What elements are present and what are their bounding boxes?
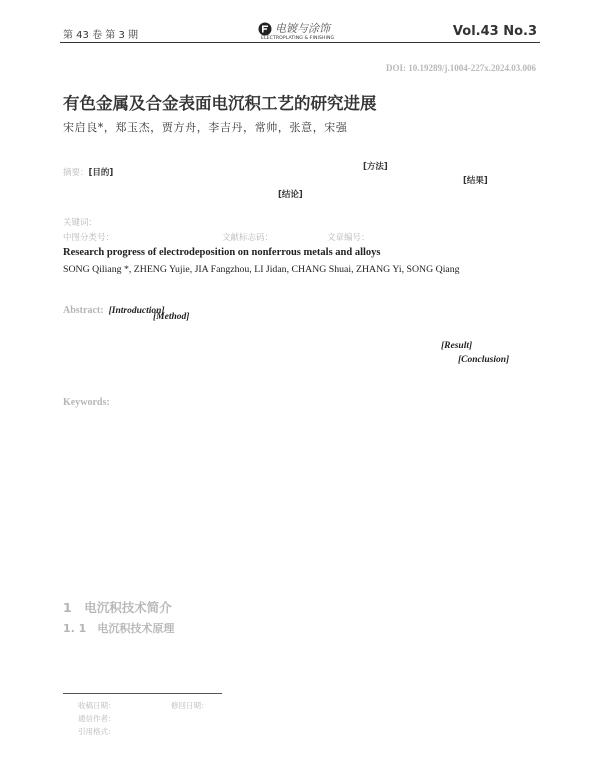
section-heading-1-1: 1. 1 电沉积技术原理	[63, 622, 175, 635]
abstract-conclusion-tag-en: [Conclusion]	[458, 355, 510, 365]
abstract-label-en: Abstract:	[63, 305, 104, 316]
abstract-conclusion-tag-cn: [结论]	[278, 190, 303, 200]
doc-code-label: 文献标志码：	[222, 233, 274, 243]
keywords-label-cn: 关键词：	[63, 218, 98, 228]
abstract-intro-tag-en: [Introduction]	[108, 306, 165, 316]
journal-issue: 第 43 卷 第 3 期	[63, 30, 138, 41]
abstract-label-cn: 摘要：	[63, 168, 89, 178]
section-heading-1: 1 电沉积技术简介	[63, 600, 172, 615]
author-list-cn: 宋启良*，郑玉杰，贾方舟，李吉丹，常帅，张意，宋强	[63, 121, 348, 134]
article-id-label: 文章编号：	[327, 233, 370, 243]
footnote-divider	[63, 693, 222, 694]
article-title-cn: 有色金属及合金表面电沉积工艺的研究进展	[63, 94, 377, 113]
article-title-en: Research progress of electrodeposition on nonferrous metals and alloys	[63, 247, 381, 258]
keywords-label-en: Keywords:	[63, 397, 110, 408]
author-list-en: SONG Qiliang *, ZHENG Yujie, JIA Fangzhou, LI Jidan, CHANG Shuai, ZHANG Yi, SONG Qiang	[63, 264, 460, 275]
journal-logo-english: ELECTROPLATING & FINISHING	[261, 36, 335, 41]
doi[interactable]: DOI: 10.19289/j.1004-227x.2024.03.006	[386, 63, 536, 73]
abstract-result-tag-cn: [结果]	[463, 176, 488, 186]
abstract-result-tag-en: [Result]	[441, 341, 473, 351]
abstract-en-line-1	[63, 298, 165, 317]
corresponding-author-label: 通信作者：	[78, 714, 116, 723]
journal-logo-icon	[258, 22, 272, 36]
received-date-label: 收稿日期：	[78, 701, 116, 710]
journal-logo	[258, 20, 348, 44]
revised-date-label: 修回日期：	[171, 701, 209, 710]
header-divider	[60, 42, 540, 43]
citation-label: 引用格式：	[78, 727, 116, 736]
abstract-cn-line-1	[63, 160, 113, 179]
abstract-intro-tag-cn: [目的]	[88, 168, 114, 178]
journal-volume: Vol.43 No.3	[452, 24, 537, 39]
journal-logo-text: 电镀与涂饰	[275, 22, 330, 35]
abstract-method-tag-cn: [方法]	[363, 162, 388, 172]
clc-label: 中图分类号：	[63, 233, 115, 243]
abstract-method-tag-en: [Method]	[153, 312, 190, 322]
